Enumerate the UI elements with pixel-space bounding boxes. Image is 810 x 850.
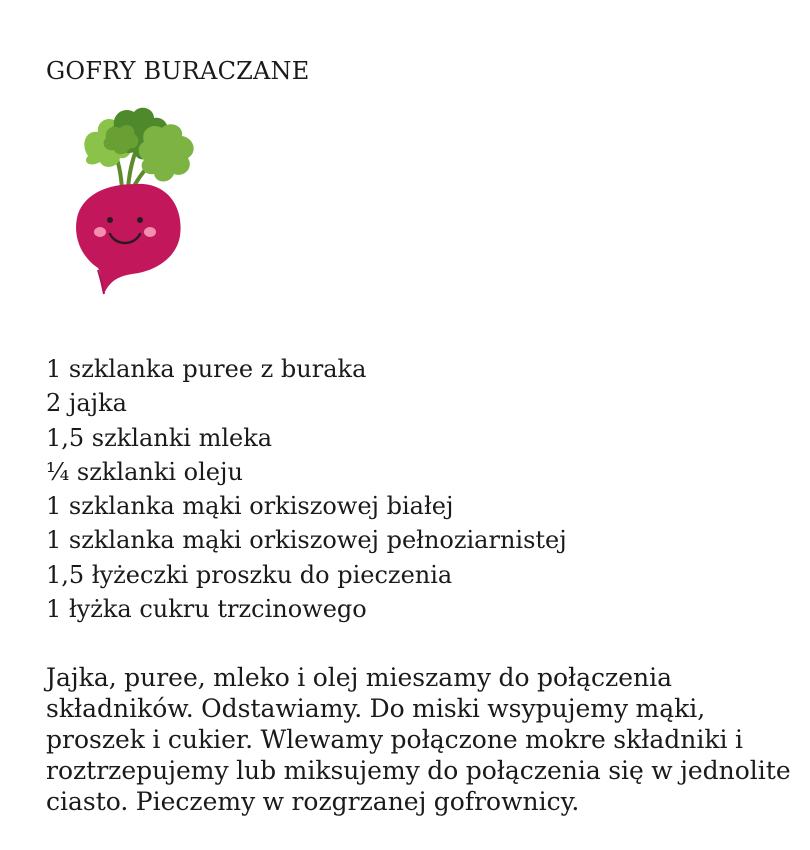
recipe-method: Jajka, puree, mleko i olej mieszamy do połączenia składników. Odstawiamy. Do miski wsypujemy mąki, proszek i cukier. Wlewamy połączone mokre składniki i roztrzepujemy lub miksujemy do połączenia się w jednolite ciasto. Pieczemy w rozgrzanej gofrownicy. (46, 663, 791, 816)
beet-body (76, 184, 181, 294)
ingredient-item: ¼ szklanki oleju (46, 457, 243, 486)
beet-leaves (84, 108, 193, 190)
ingredient-item: 1 szklanka mąki orkiszowej białej (46, 492, 454, 521)
ingredient-item: 1 szklanka puree z buraka (46, 355, 367, 383)
ingredient-item: 1,5 łyżeczki proszku do pieczenia (46, 560, 453, 589)
ingredients-list (46, 352, 567, 626)
ingredient-item: 2 jajka (46, 389, 127, 418)
recipe-title: GOFRY BURACZANE (46, 57, 310, 85)
ingredient-item: 1,5 szklanki mleka (46, 423, 273, 452)
ingredient-item: 1 szklanka mąki orkiszowej pełnoziarnistej (46, 526, 567, 555)
smiling-beetroot-icon (70, 104, 206, 300)
ingredient-item: 1 łyżka cukru trzcinowego (46, 595, 367, 624)
